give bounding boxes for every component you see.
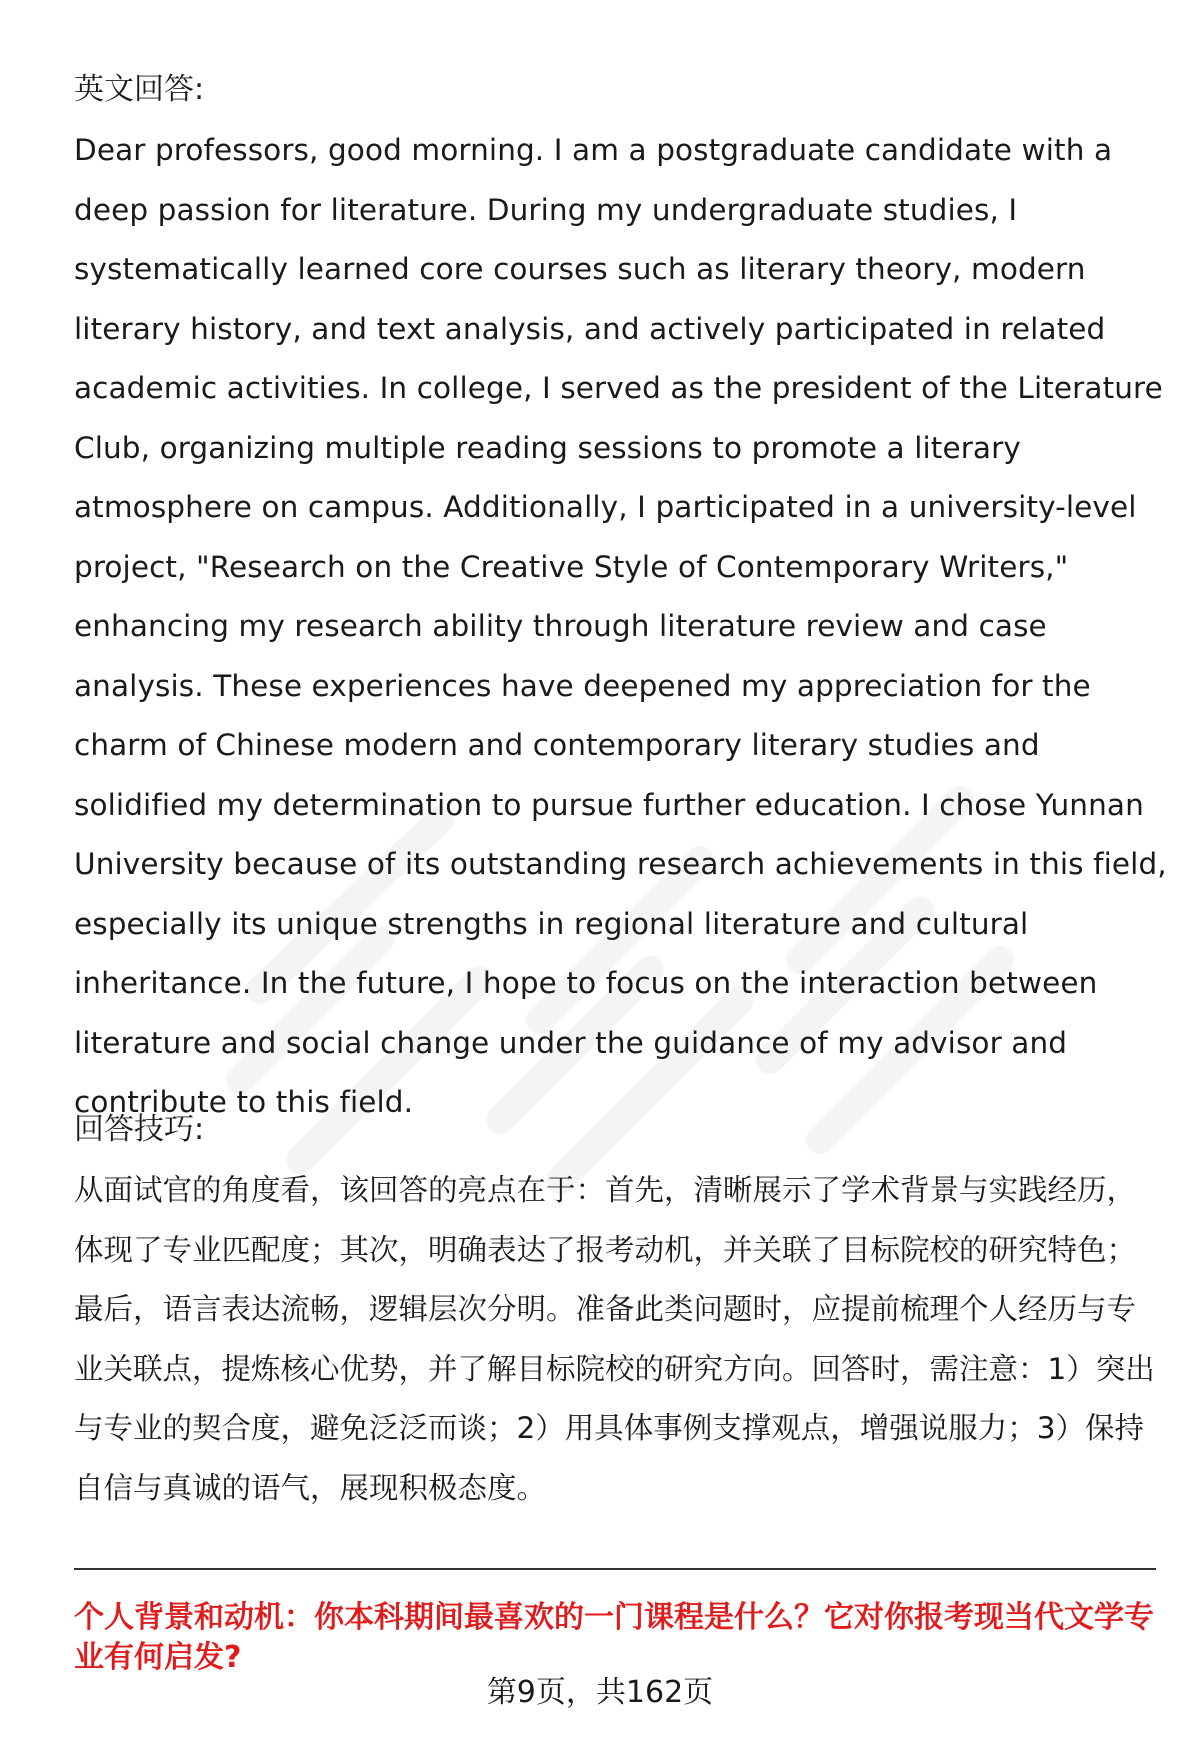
section-divider (74, 1568, 1156, 1570)
answer-tips-label: 回答技巧: (74, 1112, 205, 1147)
english-answer-label: 英文回答: (74, 72, 205, 107)
next-question-heading: 个人背景和动机：你本科期间最喜欢的一门课程是什么？它对你报考现当代文学专业有何启发? (74, 1600, 1154, 1675)
page-number: 第9页，共162页 (486, 1675, 714, 1710)
english-answer-text: Dear professors, good morning. I am a postgraduate candidate with a deep passion for literature. During my undergraduate studies, I systematically learned core courses such as literary theory, modern literary history, and text analysis, and actively participated in related academic activities. In college, I served as the president of the Literature Club, organizing multiple reading sessions to promote a literary atmosphere on campus. Additionally, I participated in a university-level project, "Research on the Creative Style of Contemporary Writers," enhancing my research ability through literature review and case analysis. These experiences have deepened my appreciation for the charm of Chinese modern and contemporary literary studies and solidified my determination to pursue further education. I chose Yunnan University because of its outstanding research achievements in this field, especially its unique strengths in regional literature and cultural inheritance. In the future, I hope to focus on the interaction between literature and social change under the guidance of my advisor and contribute to this field. (74, 133, 1167, 1119)
answer-tips-text: 从面试官的角度看，该回答的亮点在于：首先，清晰展示了学术背景与实践经历，体现了专业匹配度；其次，明确表达了报考动机，并关联了目标院校的研究特色；最后，语言表达流畅，逻辑层次分明。准备此类问题时，应提前梳理个人经历与专业关联点，提炼核心优势，并了解目标院校的研究方向。回答时，需注意：1）突出与专业的契合度，避免泛泛而谈；2）用具体事例支撑观点，增强说服力；3）保持自信与真诚的语气，展现积极态度。 (74, 1173, 1155, 1505)
